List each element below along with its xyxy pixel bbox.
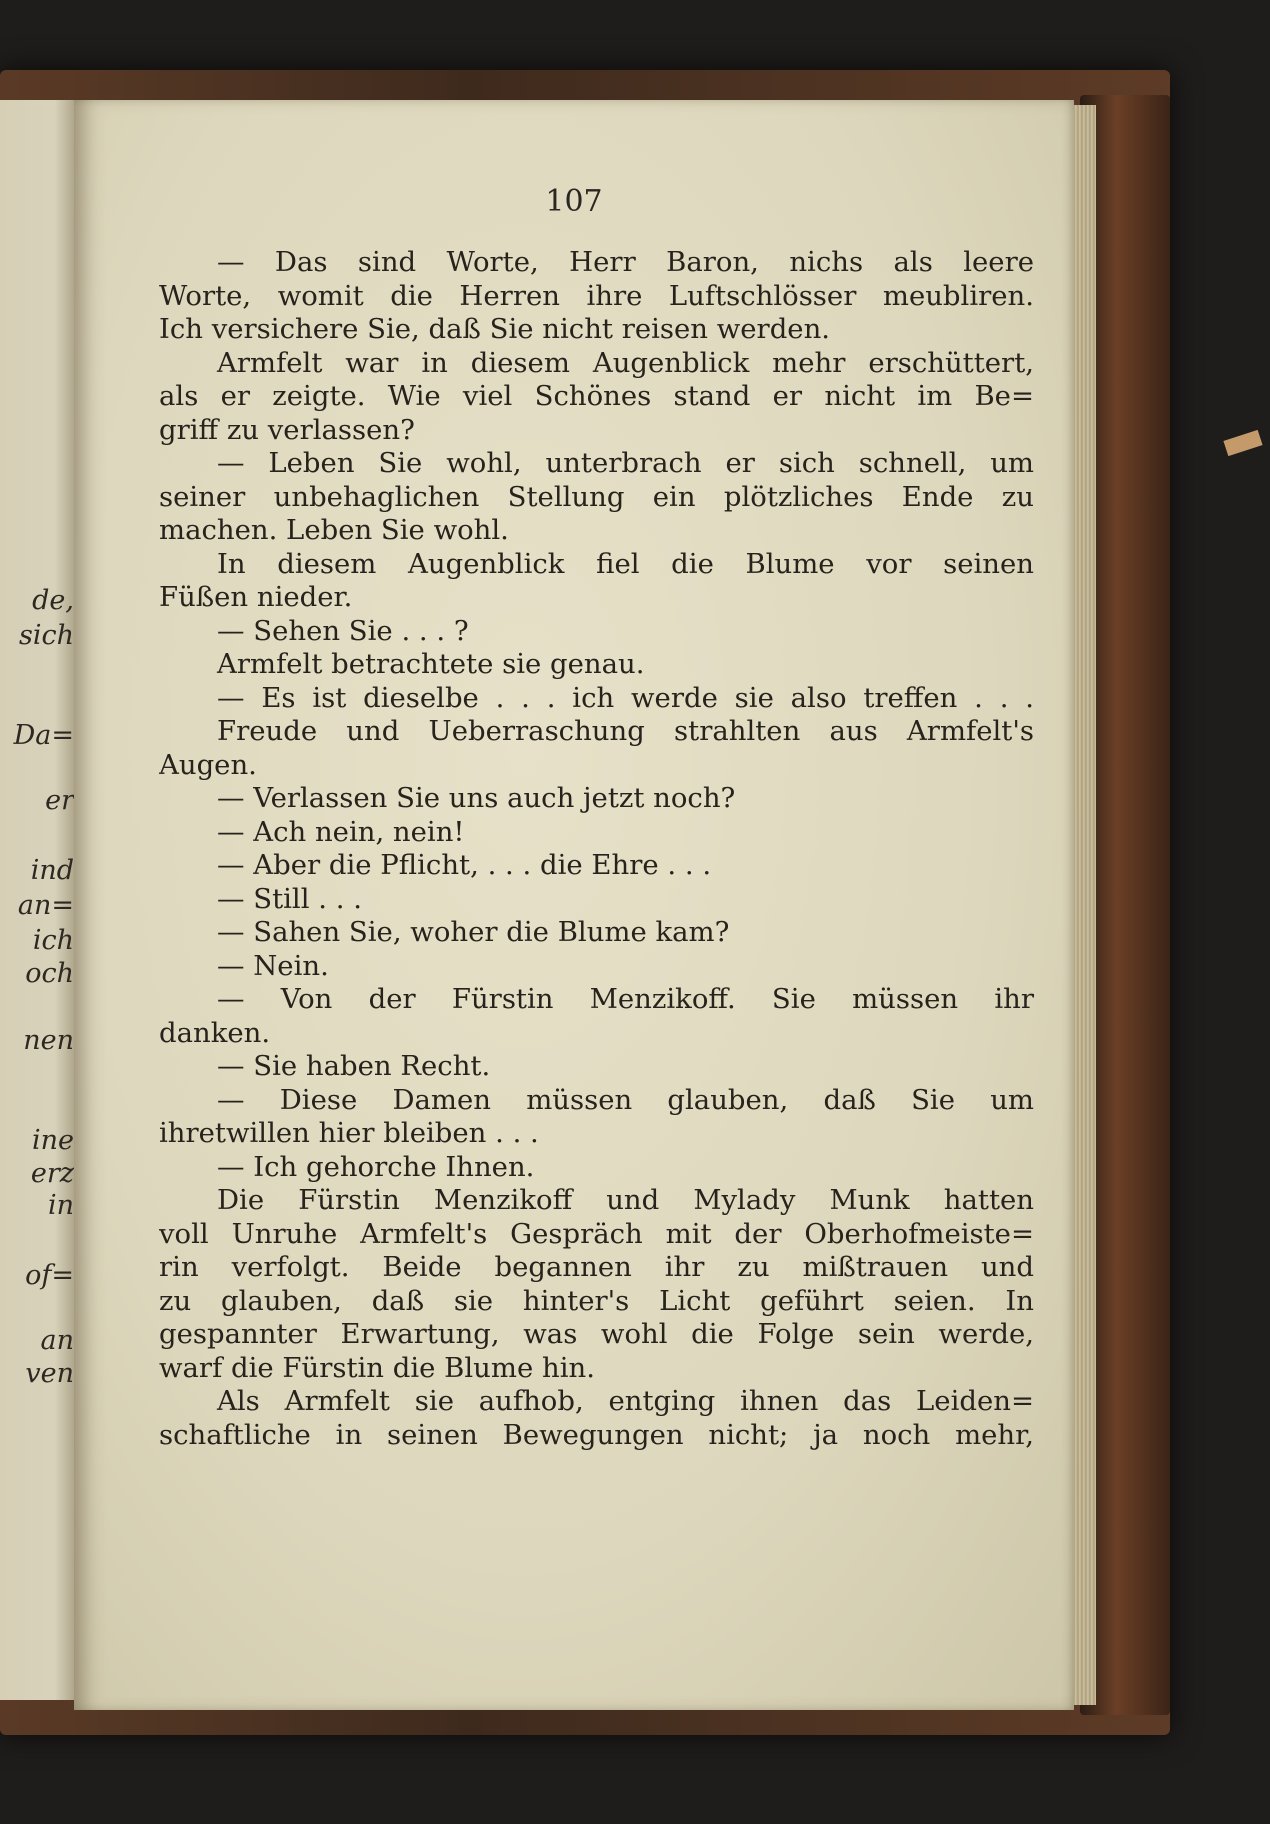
left-page-fragment: ine bbox=[31, 1125, 74, 1156]
text-line: — Nein. bbox=[217, 949, 329, 982]
text-line: Armfelt war in diesem Augenblick mehr erschüttert, bbox=[217, 346, 1034, 379]
text-line: — Von der Fürstin Menzikoff. Sie müssen ihr bbox=[217, 983, 1034, 1015]
left-page-fragment: sich bbox=[18, 620, 74, 651]
left-page bbox=[0, 100, 78, 1700]
paper-scrap bbox=[1223, 430, 1262, 456]
text-line: Augen. bbox=[159, 748, 257, 781]
text-line: danken. bbox=[159, 1016, 271, 1049]
text-line: Füßen nieder. bbox=[159, 581, 353, 613]
text-line: — Leben Sie wohl, unterbrach er sich schnell, um bbox=[217, 447, 1034, 479]
text-line: Ich versichere Sie, daß Sie nicht reisen werden. bbox=[159, 313, 831, 345]
left-page-fragment: an= bbox=[17, 890, 74, 921]
text-line: Worte, womit die Herren ihre Luftschlösser meubliren. bbox=[159, 279, 1034, 312]
text-line: — Ach nein, nein! bbox=[217, 815, 465, 848]
left-page-fragment: nen bbox=[23, 1025, 74, 1056]
left-page-fragment: er bbox=[45, 785, 74, 816]
text-line: griff zu verlassen? bbox=[159, 413, 415, 446]
text-line: Die Fürstin Menzikoff und Mylady Munk hatten bbox=[217, 1184, 1034, 1216]
text-line: — Diese Damen müssen glauben, daß Sie um bbox=[217, 1083, 1034, 1116]
text-line: voll Unruhe Armfelt's Gespräch mit der Oberhofmeiste= bbox=[159, 1217, 1034, 1250]
text-line: — Sahen Sie, woher die Blume kam? bbox=[217, 916, 730, 948]
text-line: — Aber die Pflicht, . . . die Ehre . . . bbox=[217, 849, 712, 881]
left-page-fragment: of= bbox=[25, 1260, 74, 1291]
left-page-fragment: de, bbox=[32, 585, 74, 616]
left-page-fragment: och bbox=[25, 958, 74, 989]
text-line: Armfelt betrachtete sie genau. bbox=[217, 648, 645, 680]
text-line: — Ich gehorche Ihnen. bbox=[217, 1150, 535, 1183]
text-line: ihretwillen hier bleiben . . . bbox=[159, 1117, 539, 1149]
text-line: — Es ist dieselbe . . . ich werde sie also treffen . . . bbox=[217, 681, 1034, 714]
text-line: — Still . . . bbox=[217, 882, 362, 915]
page-text bbox=[159, 246, 1034, 1452]
text-line: zu glauben, daß sie hinter's Licht geführt seien. In bbox=[159, 1284, 1034, 1317]
text-line: — Verlassen Sie uns auch jetzt noch? bbox=[217, 782, 736, 814]
text-line: Freude und Ueberraschung strahlten aus Armfelt's bbox=[217, 715, 1034, 747]
text-line: gespannter Erwartung, was wohl die Folge sein werde, bbox=[159, 1318, 1034, 1350]
text-line: machen. Leben Sie wohl. bbox=[159, 514, 509, 546]
page-number: 107 bbox=[545, 184, 603, 219]
left-page-fragment: ind bbox=[30, 855, 74, 886]
text-line: — Sehen Sie . . . ? bbox=[217, 614, 469, 647]
text-line: warf die Fürstin die Blume hin. bbox=[159, 1351, 595, 1384]
left-page-fragment: ich bbox=[32, 925, 74, 956]
text-line: als er zeigte. Wie viel Schönes stand er nicht im Be= bbox=[159, 380, 1034, 412]
right-page bbox=[74, 100, 1074, 1710]
text-line: Als Armfelt sie aufhob, entging ihnen das Leiden= bbox=[217, 1385, 1034, 1417]
text-line: In diesem Augenblick fiel die Blume vor seinen bbox=[217, 547, 1034, 580]
left-page-fragment: erz bbox=[30, 1158, 74, 1189]
text-line: schaftliche in seinen Bewegungen nicht; ja noch mehr, bbox=[159, 1418, 1034, 1451]
text-line: — Sie haben Recht. bbox=[217, 1050, 491, 1082]
left-page-fragment: in bbox=[47, 1190, 74, 1221]
text-line: seiner unbehaglichen Stellung ein plötzliches Ende zu bbox=[159, 480, 1034, 513]
text-line: rin verfolgt. Beide begannen ihr zu mißtrauen und bbox=[159, 1251, 1034, 1283]
text-line: — Das sind Worte, Herr Baron, nichs als leere bbox=[217, 246, 1034, 278]
left-page-fragment: Da= bbox=[13, 720, 74, 751]
left-page-fragment: ven bbox=[25, 1358, 74, 1389]
left-page-fragment: an bbox=[40, 1325, 74, 1356]
